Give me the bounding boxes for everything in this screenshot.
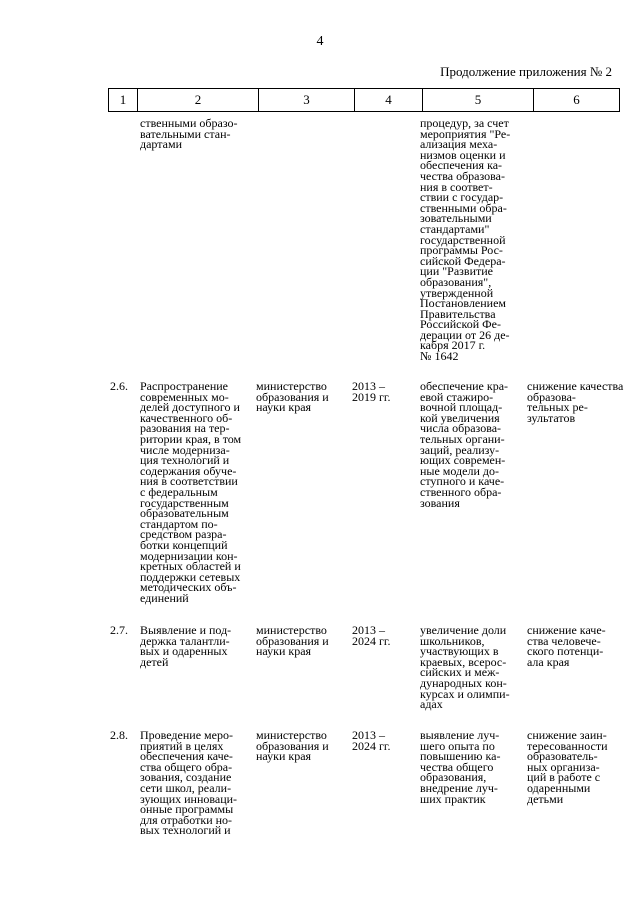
column-header: 6 [534, 89, 620, 112]
table-header [108, 88, 620, 112]
result-cell: обеспечение кра- евой стажиро- вочной площад- кой увеличения числа образова- тельных органи- заций, реализу- ющих современ- ные модели до- ступного и каче- ственного обра- зования [420, 379, 509, 510]
column-header: 2 [138, 89, 259, 112]
column-header: 3 [259, 89, 355, 112]
consequence-cell: снижение каче- ства человече- ского потенци- ала края [527, 623, 606, 669]
continued-result-text: процедур, за счет мероприятия "Ре- ализация меха- низмов оценки и обеспечения ка- чества образова- ния в соответ- ствии с государ- ственными обра- зовательными стандартами" государственной программы Рос- сийской Федера- ции "Развитие образования", утвержденной Постановлением Правительства Российской Фе- дерации от 26 де- кабря 2017 г. № 1642 [420, 116, 511, 364]
continued-activity-text: ственными образо- вательными стан- дартами [140, 116, 238, 152]
column-header: 4 [355, 89, 423, 112]
consequence-cell: снижение качества образова- тельных ре- зультатов [527, 379, 624, 425]
consequence-cell: снижение заин- тересованности образователь- ных организа- ций в работе с одаренными детьми [527, 728, 608, 806]
row-number: 2.8. [110, 728, 128, 742]
activity-cell: Выявление и под- держка талантли- вых и одаренных детей [140, 623, 232, 669]
column-header: 1 [109, 89, 138, 112]
period-cell: 2013 – 2019 гг. [352, 379, 391, 404]
page-number: 4 [316, 34, 324, 49]
result-cell: увеличение доли школьников, участвующих в краевых, всерос- сийских и меж- дународных кон- курсах и олимпи- адах [420, 623, 510, 712]
executor-cell: министерство образования и науки края [256, 728, 329, 764]
row-number: 2.7. [110, 623, 128, 637]
executor-cell: министерство образования и науки края [256, 379, 329, 415]
result-cell: выявление луч- шего опыта по повышению ка- чества общего образования, внедрение луч- ших практик [420, 728, 501, 806]
period-cell: 2013 – 2024 гг. [352, 728, 391, 753]
executor-cell: министерство образования и науки края [256, 623, 329, 659]
activity-cell: Проведение меро- приятий в целях обеспечения каче- ства общего обра- зования, создание сети школ, реали- зующих инноваци- онные программы для отработки но- вых технологий и [140, 728, 238, 838]
row-number: 2.6. [110, 379, 128, 393]
column-header: 5 [423, 89, 534, 112]
period-cell: 2013 – 2024 гг. [352, 623, 391, 648]
appendix-continuation-title: Продолжение приложения № 2 [440, 64, 612, 79]
activity-cell: Распространение современных мо- делей доступного и качественного об- разования на тер- ритории края, в том числе модерниза- ция технологий и содержания обуче- ния в соответствии с федеральным государственным образовательным стандартом по- средством разра- ботки концепций модернизации кон- кретных областей и поддержки сетевых методических объ- единений [140, 379, 242, 605]
